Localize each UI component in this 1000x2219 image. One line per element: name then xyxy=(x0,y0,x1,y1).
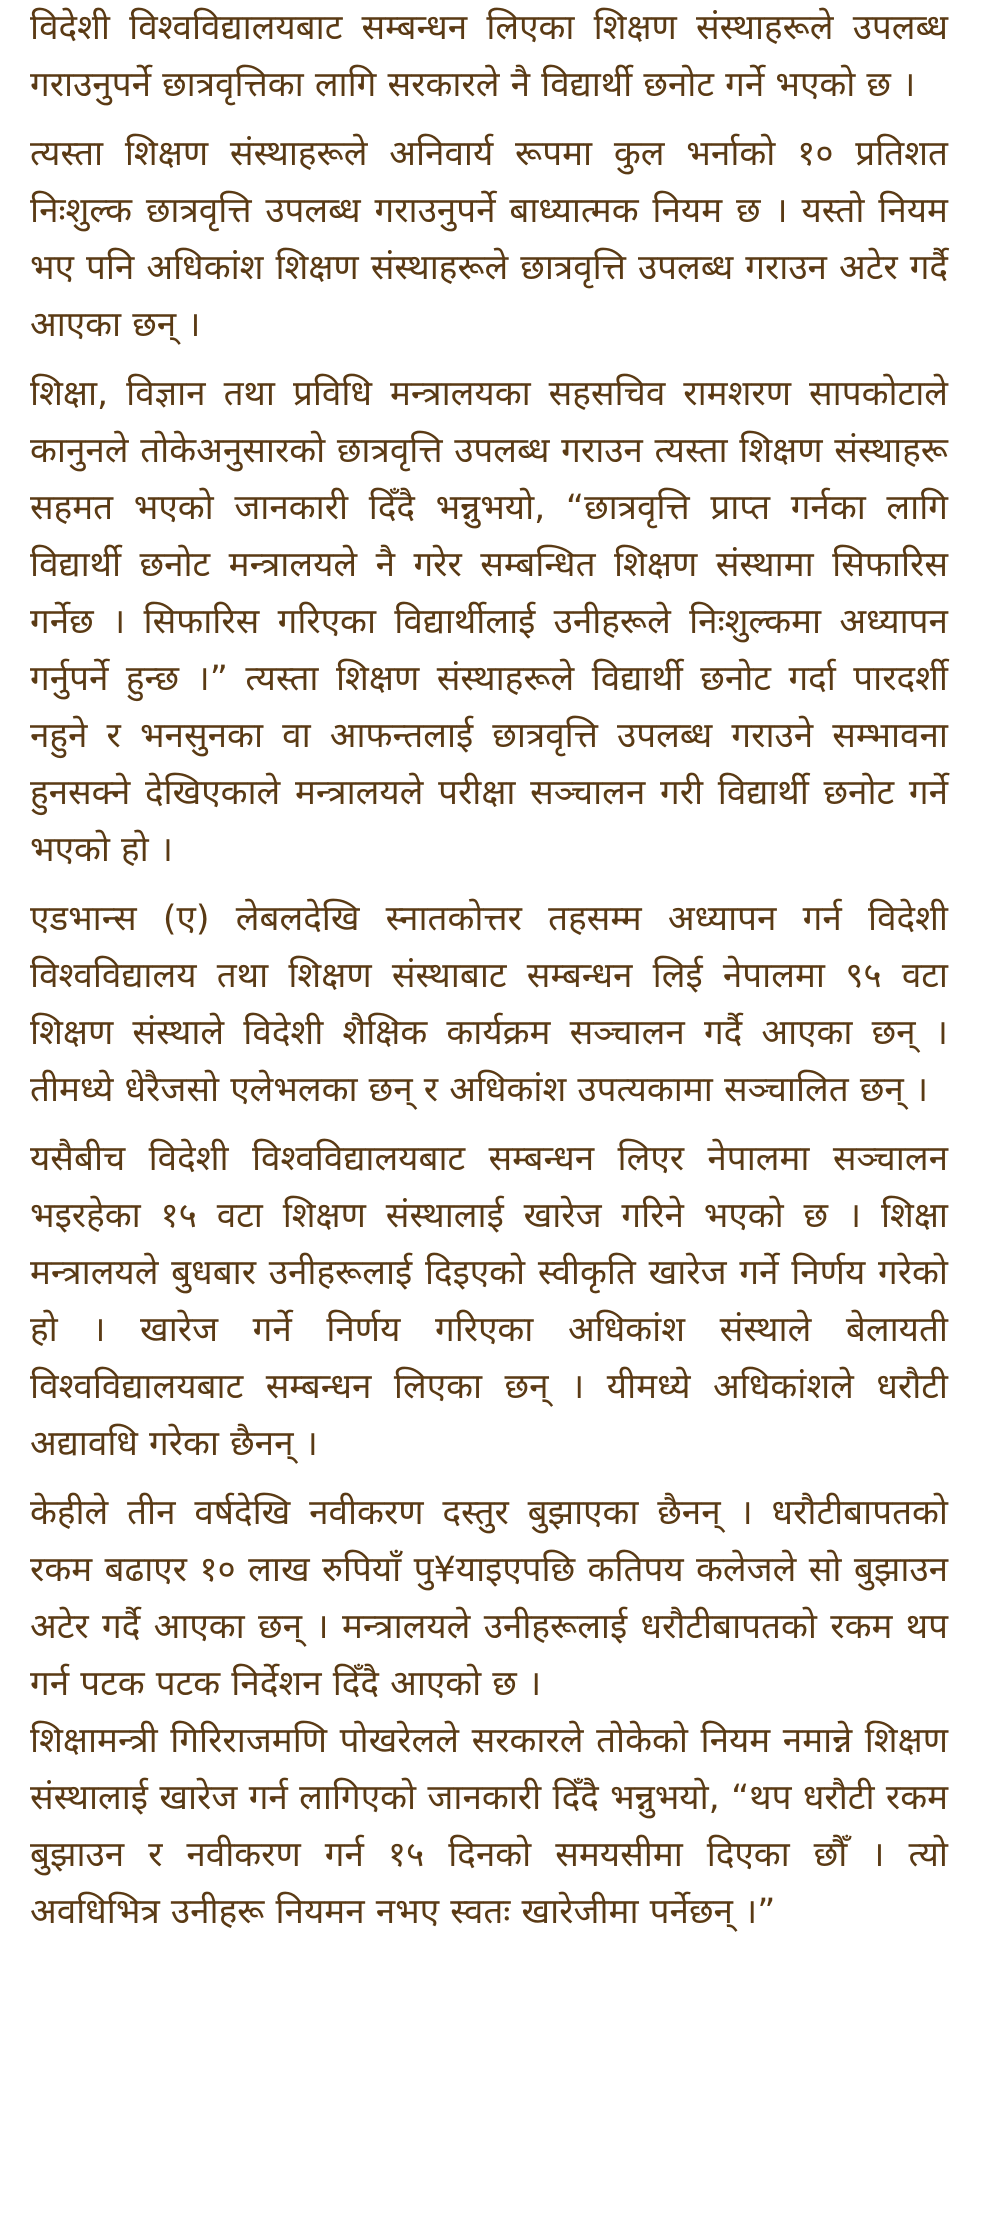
article-paragraph-3: शिक्षा, विज्ञान तथा प्रविधि मन्त्रालयका सहसचिव रामशरण सापकोटाले कानुनले तोकेअनुसारको छात्रवृत्ति उपलब्ध गराउन त्यस्ता शिक्षण संस्थाहरू सहमत भएको जानकारी दिँदै भन्नुभयो, “छात्रवृत्ति प्राप्त गर्नका लागि विद्यार्थी छनोट मन्त्रालयले नै गरेर सम्बन्धित शिक्षण संस्थामा सिफारिस गर्नेछ । सिफारिस गरिएका विद्यार्थीलाई उनीहरूले निःशुल्कमा अध्यापन गर्नुपर्ने हुन्छ ।” त्यस्ता शिक्षण संस्थाहरूले विद्यार्थी छनोट गर्दा पारदर्शी नहुने र भनसुनका वा आफन्तलाई छात्रवृत्ति उपलब्ध गराउने सम्भावना हुनसक्ने देखिएकाले मन्त्रालयले परीक्षा सञ्चालन गरी विद्यार्थी छनोट गर्ने भएको हो । xyxy=(30,374,948,870)
article-paragraph-5: यसैबीच विदेशी विश्वविद्यालयबाट सम्बन्धन लिएर नेपालमा सञ्चालन भइरहेका १५ वटा शिक्षण संस्थालाई खारेज गरिने भएको छ । शिक्षा मन्त्रालयले बुधबार उनीहरूलाई दिइएको स्वीकृति खारेज गर्ने निर्णय गरेको हो । खारेज गर्ने निर्णय गरिएका अधिकांश संस्थाले बेलायती विश्वविद्यालयबाट सम्बन्धन लिएका छन् । यीमध्ये अधिकांशले धरौटी अद्यावधि गरेका छैनन् । xyxy=(30,1139,948,1464)
article-paragraph-1: विदेशी विश्वविद्यालयबाट सम्बन्धन लिएका शिक्षण संस्थाहरूले उपलब्ध गराउनुपर्ने छात्रवृत्तिका लागि सरकारले नै विद्यार्थी छनोट गर्ने भएको छ । xyxy=(30,8,948,105)
article-body xyxy=(30,0,948,1941)
article-paragraph-2: त्यस्ता शिक्षण संस्थाहरूले अनिवार्य रूपमा कुल भर्नाको १० प्रतिशत निःशुल्क छात्रवृत्ति उपलब्ध गराउनुपर्ने बाध्यात्मक नियम छ । यस्तो नियम भए पनि अधिकांश शिक्षण संस्थाहरूले छात्रवृत्ति उपलब्ध गराउन अटेर गर्दै आएका छन् । xyxy=(30,134,948,345)
article-paragraph-6: केहीले तीन वर्षदेखि नवीकरण दस्तुर बुझाएका छैनन् । धरौटीबापतको रकम बढाएर १० लाख रुपियाँ पु¥याइएपछि कतिपय कलेजले सो बुझाउन अटेर गर्दै आएका छन् । मन्त्रालयले उनीहरूलाई धरौटीबापतको रकम थप गर्न पटक पटक निर्देशन दिँदै आएको छ । xyxy=(30,1493,948,1704)
article-paragraph-7: शिक्षामन्त्री गिरिराजमणि पोखरेलले सरकारले तोकेको नियम नमान्ने शिक्षण संस्थालाई खारेज गर्न लागिएको जानकारी दिँदै भन्नुभयो, “थप धरौटी रकम बुझाउन र नवीकरण गर्न १५ दिनको समयसीमा दिएका छौँ । त्यो अवधिभित्र उनीहरू नियमन नभए स्वतः खारेजीमा पर्नेछन् ।” xyxy=(30,1721,948,1932)
article-paragraph-4: एडभान्स (ए) लेबलदेखि स्नातकोत्तर तहसम्म अध्यापन गर्न विदेशी विश्वविद्यालय तथा शिक्षण संस्थाबाट सम्बन्धन लिई नेपालमा ९५ वटा शिक्षण संस्थाले विदेशी शैक्षिक कार्यक्रम सञ्चालन गर्दै आएका छन् । तीमध्ये धेरैजसो एलेभलका छन् र अधिकांश उपत्यकामा सञ्चालित छन् । xyxy=(30,899,948,1110)
